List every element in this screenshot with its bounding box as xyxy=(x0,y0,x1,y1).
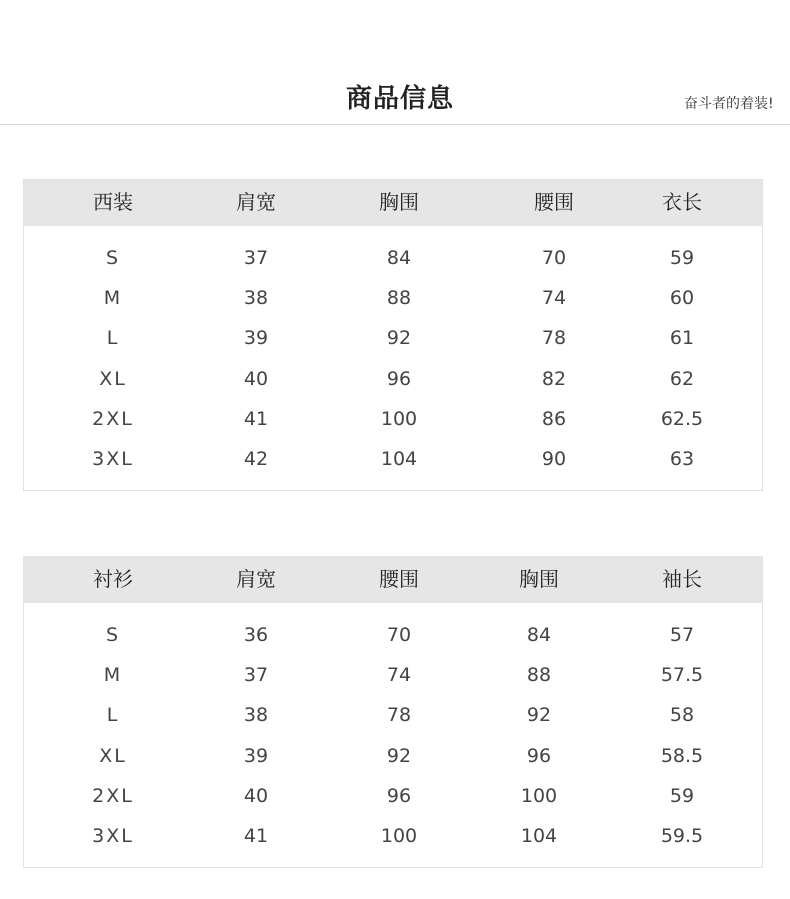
table-cell: 40 xyxy=(243,368,269,390)
table-cell: 59 xyxy=(669,247,695,269)
table-cell: 74 xyxy=(541,287,567,309)
table-cell: 100 xyxy=(380,825,418,847)
table-cell: 40 xyxy=(243,785,269,807)
table-cell: 38 xyxy=(243,704,269,726)
table-cell: 88 xyxy=(386,287,412,309)
table-cell: 82 xyxy=(541,368,567,390)
table-cell: 57 xyxy=(669,624,695,646)
table-cell: 36 xyxy=(243,624,269,646)
table-cell: 39 xyxy=(243,745,269,767)
column-header: 腰围 xyxy=(534,190,574,214)
table-cell: 96 xyxy=(386,785,412,807)
table-cell: 78 xyxy=(386,704,412,726)
table-cell: 37 xyxy=(243,664,269,686)
column-header: 西装 xyxy=(93,190,133,214)
table-cell: 104 xyxy=(380,448,418,470)
table-cell: 39 xyxy=(243,327,269,349)
column-header: 胸围 xyxy=(379,190,419,214)
table-cell: 63 xyxy=(669,448,695,470)
size-cell: M xyxy=(103,664,123,686)
size-cell: 3XL xyxy=(92,448,134,470)
divider xyxy=(0,124,790,125)
table-cell: 37 xyxy=(243,247,269,269)
slogan: 奋斗者的着装! xyxy=(684,96,774,112)
suit-size-table xyxy=(23,179,763,491)
table-cell: 96 xyxy=(526,745,552,767)
column-header: 肩宽 xyxy=(236,190,276,214)
column-header: 衬衫 xyxy=(93,567,133,591)
table-cell: 92 xyxy=(386,327,412,349)
size-cell: 2XL xyxy=(92,785,134,807)
table-cell: 38 xyxy=(243,287,269,309)
table-cell: 78 xyxy=(541,327,567,349)
table-cell: 74 xyxy=(386,664,412,686)
table-cell: 70 xyxy=(386,624,412,646)
size-cell: M xyxy=(103,287,123,309)
table-cell: 84 xyxy=(386,247,412,269)
table-cell: 70 xyxy=(541,247,567,269)
page-title: 商品信息 xyxy=(345,84,454,114)
table-cell: 61 xyxy=(669,327,695,349)
table-cell: 42 xyxy=(243,448,269,470)
table-cell: 58 xyxy=(669,704,695,726)
table-cell: 57.5 xyxy=(660,664,704,686)
table-cell: 84 xyxy=(526,624,552,646)
size-cell: XL xyxy=(99,745,127,767)
table-cell: 41 xyxy=(243,408,269,430)
column-header: 袖长 xyxy=(662,567,702,591)
table-cell: 62.5 xyxy=(660,408,704,430)
table-cell: 60 xyxy=(669,287,695,309)
table-cell: 100 xyxy=(520,785,558,807)
table-cell: 58.5 xyxy=(660,745,704,767)
size-cell: S xyxy=(105,624,121,646)
table-cell: 59 xyxy=(669,785,695,807)
table-cell: 86 xyxy=(541,408,567,430)
table-header xyxy=(24,557,762,603)
shirt-size-table xyxy=(23,556,763,868)
column-header: 腰围 xyxy=(379,567,419,591)
size-cell: 3XL xyxy=(92,825,134,847)
table-cell: 92 xyxy=(526,704,552,726)
table-cell: 41 xyxy=(243,825,269,847)
column-header: 肩宽 xyxy=(236,567,276,591)
table-cell: 88 xyxy=(526,664,552,686)
size-cell: S xyxy=(105,247,121,269)
table-cell: 96 xyxy=(386,368,412,390)
table-cell: 59.5 xyxy=(660,825,704,847)
table-cell: 90 xyxy=(541,448,567,470)
table-cell: 62 xyxy=(669,368,695,390)
column-header: 胸围 xyxy=(519,567,559,591)
table-cell: 104 xyxy=(520,825,558,847)
size-cell: L xyxy=(106,327,120,349)
size-cell: L xyxy=(106,704,120,726)
table-cell: 100 xyxy=(380,408,418,430)
size-cell: 2XL xyxy=(92,408,134,430)
table-cell: 92 xyxy=(386,745,412,767)
size-cell: XL xyxy=(99,368,127,390)
table-header xyxy=(24,180,762,226)
column-header: 衣长 xyxy=(662,190,702,214)
